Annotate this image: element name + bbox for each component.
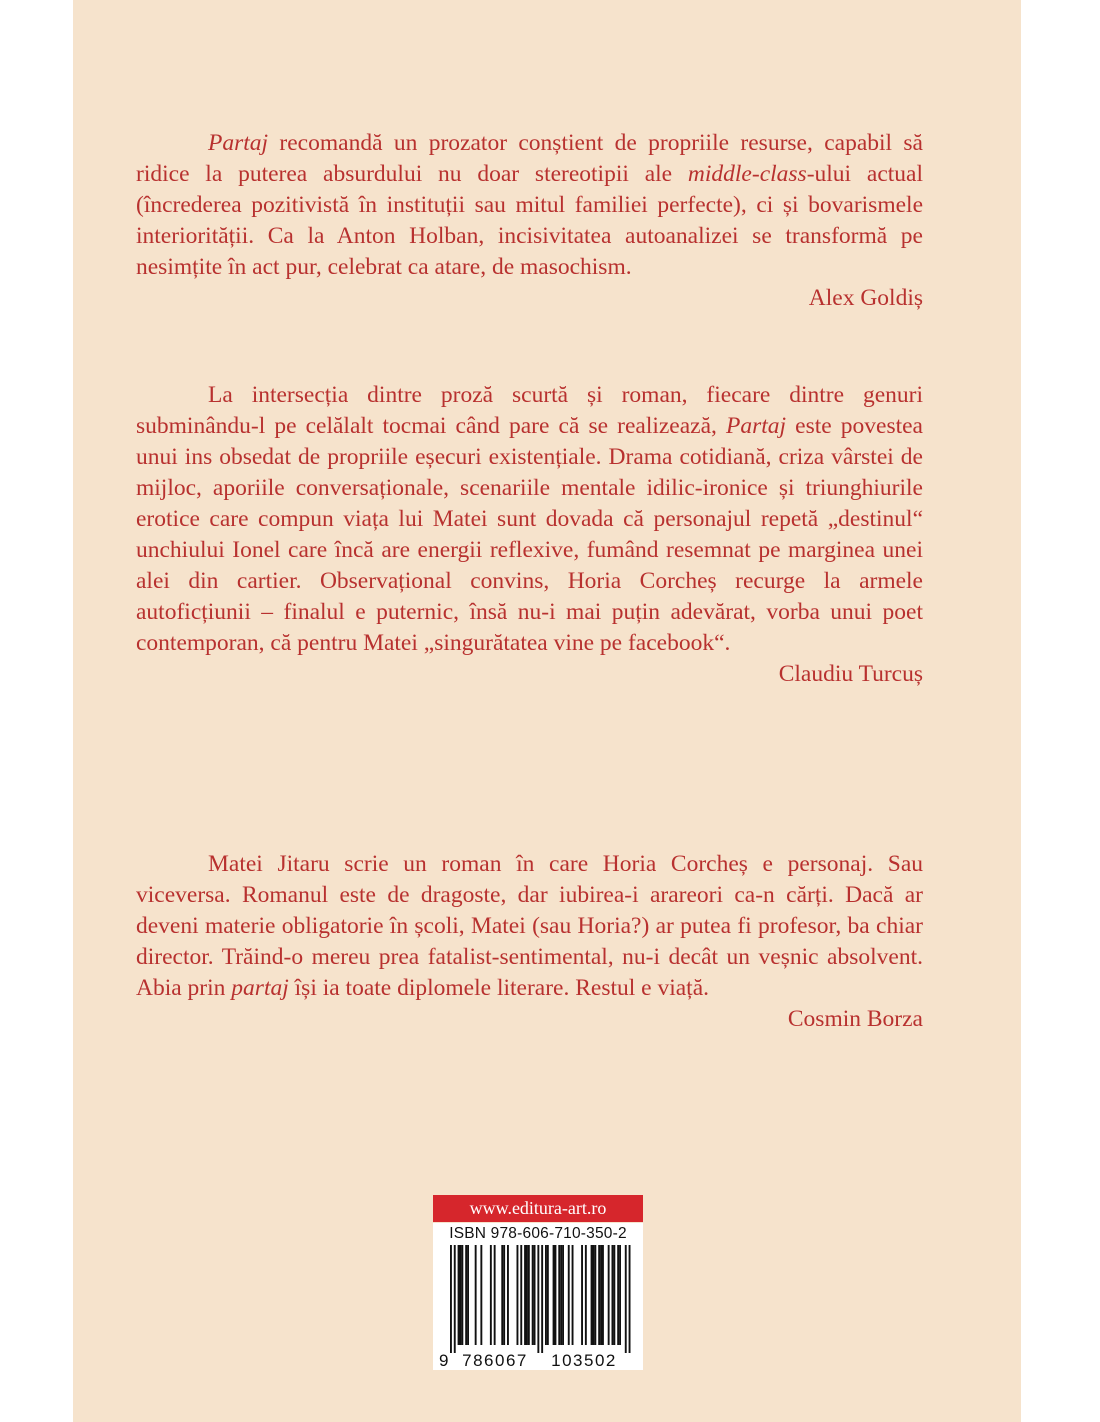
barcode-bar — [585, 1245, 587, 1345]
barcode-bar — [553, 1245, 555, 1345]
review-text: La intersecția dintre proză scurtă și roman, fiecare dintre genuri subminându-l pe celălalt tocmai când pare că se realizează, Partaj este povestea unui ins obsedat de propriile eșecuri existențiale. Drama cotidiană, criza vârstei de mijloc, aporiile conversaționale, scenariile mentale idilic-ironice și triunghiurile erotice care compun viața lui Matei sunt dovada că personajul repetă „destinul“ unchiului Ionel care încă are energii reflexive, fumând resemnat pe marginea unei alei din cartier. Observațional convins, Horia Corcheș recurge la armele autoficțiunii – finalul e puternic, însă nu-i mai puțin adevărat, vorba unui poet contemporan, că pentru Matei „singurătatea vine pe facebook“. — [136, 382, 923, 656]
barcode-bar — [450, 1245, 452, 1353]
review-text: Matei Jitaru scrie un roman în care Horia Corcheș e personaj. Sau viceversa. Romanul este de dragoste, dar iubirea-i arareori ca-n cărți. Dacă ar deveni materie obligatorie în școli, Matei (sau Horia?) ar putea fi profesor, ba chiar director. Trăind-o mereu prea fatalist-sentimental, nu-i decât un veșnic absolvent. Abia prin partaj își ia toate diplomele literare. Restul e viață. — [136, 851, 923, 1001]
barcode-bar — [517, 1245, 519, 1345]
barcode-digit-first: 9 — [439, 1351, 449, 1370]
review-author: Claudiu Turcuș — [778, 661, 923, 687]
barcode-bar — [541, 1245, 543, 1353]
barcode-bar — [581, 1245, 583, 1345]
barcode-bar — [454, 1245, 456, 1353]
barcode-bar — [629, 1245, 631, 1353]
barcode-bar — [524, 1245, 526, 1345]
barcode-bar — [534, 1245, 536, 1345]
barcode-bar — [612, 1245, 614, 1345]
barcode-bar — [490, 1245, 492, 1345]
barcode-bar — [507, 1245, 509, 1345]
barcode-bar — [547, 1245, 549, 1345]
barcode-digits-left: 786067 — [462, 1351, 528, 1370]
barcode-bars — [433, 1245, 643, 1370]
barcode-bar — [545, 1245, 547, 1345]
barcode-bar — [503, 1245, 505, 1345]
isbn-barcode — [433, 1223, 643, 1370]
barcode-bar — [532, 1245, 534, 1345]
barcode-bar — [465, 1245, 467, 1345]
barcode-bar — [528, 1245, 530, 1345]
barcode-bar — [558, 1245, 560, 1345]
book-title-italic: partaj — [231, 975, 289, 1001]
barcode-bar — [460, 1245, 462, 1345]
review-text: Partaj recomandă un prozator conștient de propriile resurse, capabil să ridice la puterea absurdului nu doar stereotipii ale middle-class-ului actual (încrederea pozitivistă în instituții sau mitul familiei perfecte), ci și bovarismele interiorității. Ca la Anton Holban, incisivitatea autoanalizei se transformă pe nesimțite în act pur, celebrat ca atare, de masochism. — [136, 130, 923, 280]
barcode-bar — [537, 1245, 539, 1353]
barcode-bar — [602, 1245, 604, 1345]
barcode-bar — [619, 1245, 621, 1345]
barcode-bar — [600, 1245, 602, 1345]
review-author: Alex Goldiș — [808, 285, 923, 311]
barcode-bar — [594, 1245, 596, 1345]
publisher-url[interactable]: www.editura-art.ro — [433, 1195, 643, 1222]
barcode-bar — [494, 1245, 496, 1345]
barcode-bar — [526, 1245, 528, 1345]
barcode-bar — [625, 1245, 627, 1353]
barcode-bar — [480, 1245, 482, 1345]
barcode-bar — [593, 1245, 595, 1345]
book-title-italic: Partaj — [726, 413, 787, 439]
barcode-bar — [598, 1245, 600, 1345]
review-claudiu-turcus — [136, 380, 923, 690]
barcode-bar — [591, 1245, 593, 1345]
barcode-bar — [520, 1245, 522, 1345]
barcode-bar — [555, 1245, 557, 1345]
barcode-bar — [572, 1245, 574, 1345]
barcode-bar — [562, 1245, 564, 1345]
barcode-bar — [560, 1245, 562, 1345]
italic-term: middle-class — [687, 161, 807, 187]
barcode-bar — [617, 1245, 619, 1345]
barcode-bar — [501, 1245, 503, 1345]
barcode-digits-right: 103502 — [551, 1351, 617, 1370]
barcode-bar — [467, 1245, 469, 1345]
barcode-bar — [458, 1245, 460, 1345]
barcode-bar — [608, 1245, 610, 1345]
review-author: Cosmin Borza — [787, 1006, 923, 1032]
barcode-bar — [475, 1245, 477, 1345]
review-alex-goldis — [136, 128, 923, 314]
isbn-label: ISBN 978-606-710-350-2 — [449, 1225, 627, 1242]
review-cosmin-borza — [136, 849, 923, 1035]
book-title-italic: Partaj — [208, 130, 269, 156]
barcode-bar — [613, 1245, 615, 1345]
barcode-bar — [568, 1245, 570, 1345]
barcode-bar — [461, 1245, 463, 1345]
